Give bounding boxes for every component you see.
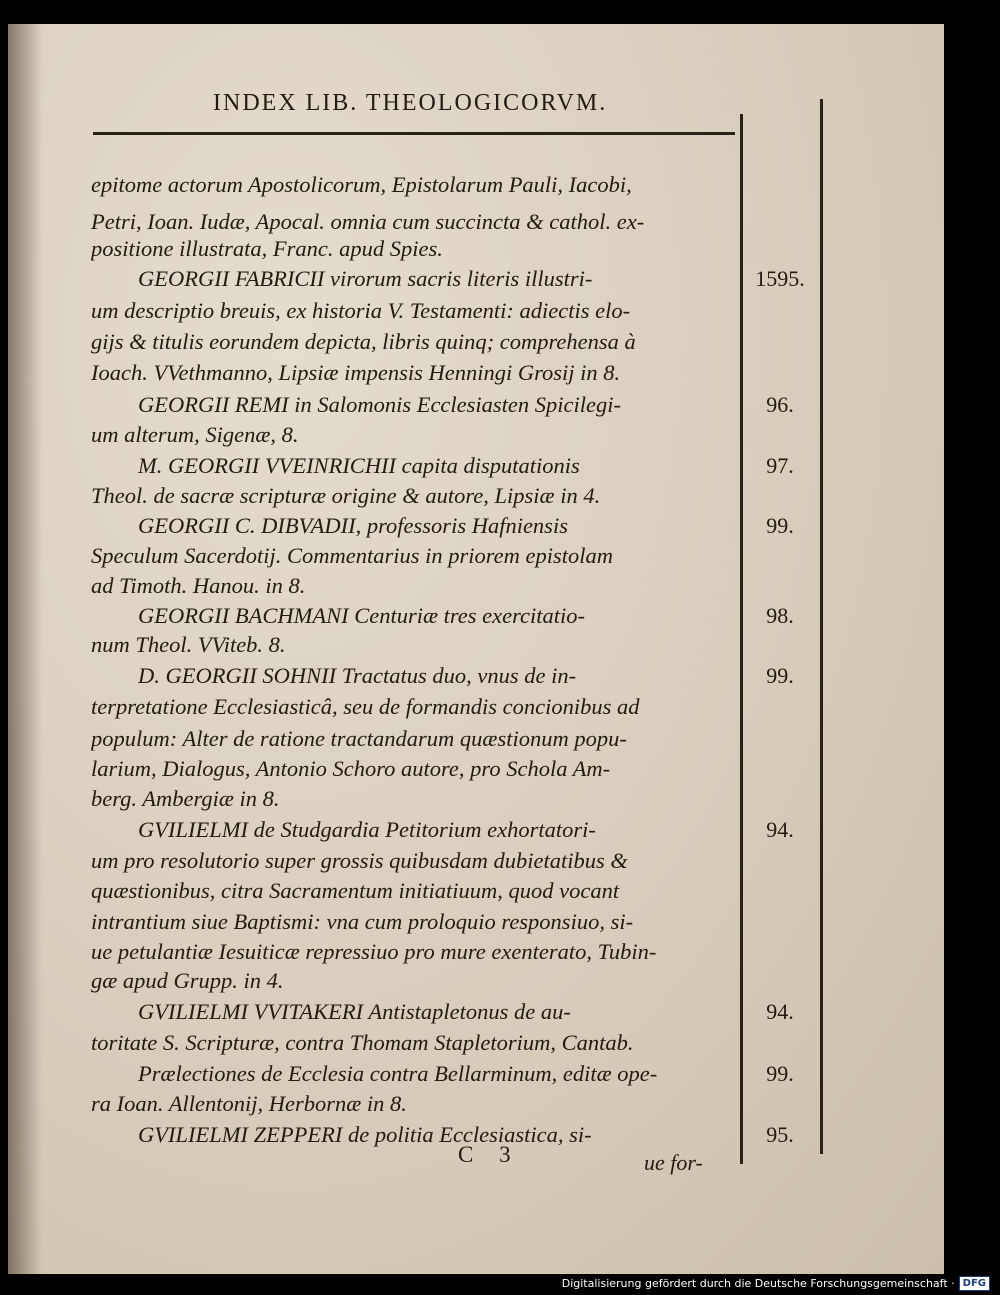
entry-line: Ioach. VVethmanno, Lipsiæ impensis Henningi Grosij in 8. bbox=[91, 360, 621, 385]
year-number: 1595. bbox=[755, 266, 805, 291]
entry-line: populum: Alter de ratione tractandarum quæstionum popu- bbox=[91, 726, 627, 751]
year-number: 98. bbox=[766, 603, 794, 628]
entry-line: toritate S. Scripturæ, contra Thomam Stapletorium, Cantab. bbox=[91, 1030, 634, 1055]
entry-line: larium, Dialogus, Antonio Schoro autore, pro Schola Am- bbox=[91, 756, 611, 781]
footer-text: Digitalisierung gefördert durch die Deutsche Forschungsgemeinschaft · bbox=[561, 1277, 955, 1290]
entry-line: um descriptio breuis, ex historia V. Testamenti: adiectis elo- bbox=[91, 298, 631, 323]
entry-line: Theol. de sacræ scripturæ origine & autore, Lipsiæ in 4. bbox=[91, 483, 601, 508]
year-number: 99. bbox=[766, 513, 794, 538]
year-number: 94. bbox=[766, 999, 794, 1024]
entry-line: terpretatione Ecclesiasticâ, seu de formandis concionibus ad bbox=[91, 694, 640, 719]
running-head: INDEX LIB. THEOLOGICORVM. bbox=[213, 90, 608, 116]
entry-line: GEORGII BACHMANI Centuriæ tres exercitatio- bbox=[138, 603, 585, 628]
entry-line: berg. Ambergiæ in 8. bbox=[91, 786, 280, 811]
dfg-logo-icon: DFG bbox=[959, 1276, 990, 1291]
entry-line: GEORGII C. DIBVADII, professoris Hafniensis bbox=[138, 513, 568, 538]
entry-line: um alterum, Sigenæ, 8. bbox=[91, 422, 299, 447]
entry-line: Speculum Sacerdotij. Commentarius in priorem epistolam bbox=[91, 543, 614, 568]
year-number: 94. bbox=[766, 817, 794, 842]
entry-line: GVILIELMI de Studgardia Petitorium exhortatori- bbox=[138, 817, 596, 842]
entry-line: M. GEORGII VVEINRICHII capita disputationis bbox=[138, 453, 580, 478]
entry-line: GVILIELMI ZEPPERI de politia Ecclesiastica, si- bbox=[138, 1122, 592, 1147]
entry-line: ue petulantiæ Iesuiticæ repressiuo pro mure exenterato, Tubin- bbox=[91, 939, 657, 964]
entry-line: gijs & titulis eorundem depicta, libris quinq; comprehensa à bbox=[91, 329, 636, 354]
entry-line: um pro resolutorio super grossis quibusdam dubietatibus & bbox=[91, 848, 628, 873]
entry-line: epitome actorum Apostolicorum, Epistolarum Pauli, Iacobi, bbox=[91, 172, 632, 197]
entry-line: gæ apud Grupp. in 4. bbox=[91, 968, 284, 993]
entry-line: GVILIELMI VVITAKERI Antistapletonus de au- bbox=[138, 999, 571, 1024]
year-number: 99. bbox=[766, 1061, 794, 1086]
catchword: ue for- bbox=[644, 1150, 703, 1175]
scanned-page bbox=[8, 24, 944, 1274]
year-number: 99. bbox=[766, 663, 794, 688]
entry-line: D. GEORGII SOHNII Tractatus duo, vnus de in- bbox=[138, 663, 577, 688]
entry-line: num Theol. VViteb. 8. bbox=[91, 632, 286, 657]
year-number: 96. bbox=[766, 392, 794, 417]
entry-line: positione illustrata, Franc. apud Spies. bbox=[91, 236, 443, 261]
entry-line: intrantium siue Baptismi: vna cum proloquio responsiuo, si- bbox=[91, 909, 634, 934]
year-number: 95. bbox=[766, 1122, 794, 1147]
entry-line: Petri, Ioan. Iudæ, Apocal. omnia cum succincta & cathol. ex- bbox=[91, 209, 645, 234]
entry-line: GEORGII FABRICII virorum sacris literis illustri- bbox=[138, 266, 593, 291]
entry-line: Prælectiones de Ecclesia contra Bellarminum, editæ ope- bbox=[138, 1061, 658, 1086]
entry-line: quæstionibus, citra Sacramentum initiatiuum, quod vocant bbox=[91, 878, 620, 903]
entry-line: ad Timoth. Hanou. in 8. bbox=[91, 573, 306, 598]
digitization-footer bbox=[562, 1276, 990, 1291]
signature-mark: C 3 bbox=[458, 1142, 521, 1167]
year-number: 97. bbox=[766, 453, 794, 478]
entry-line: GEORGII REMI in Salomonis Ecclesiasten Spicilegi- bbox=[138, 392, 622, 417]
entry-line: ra Ioan. Allentonij, Herbornæ in 8. bbox=[91, 1091, 407, 1116]
